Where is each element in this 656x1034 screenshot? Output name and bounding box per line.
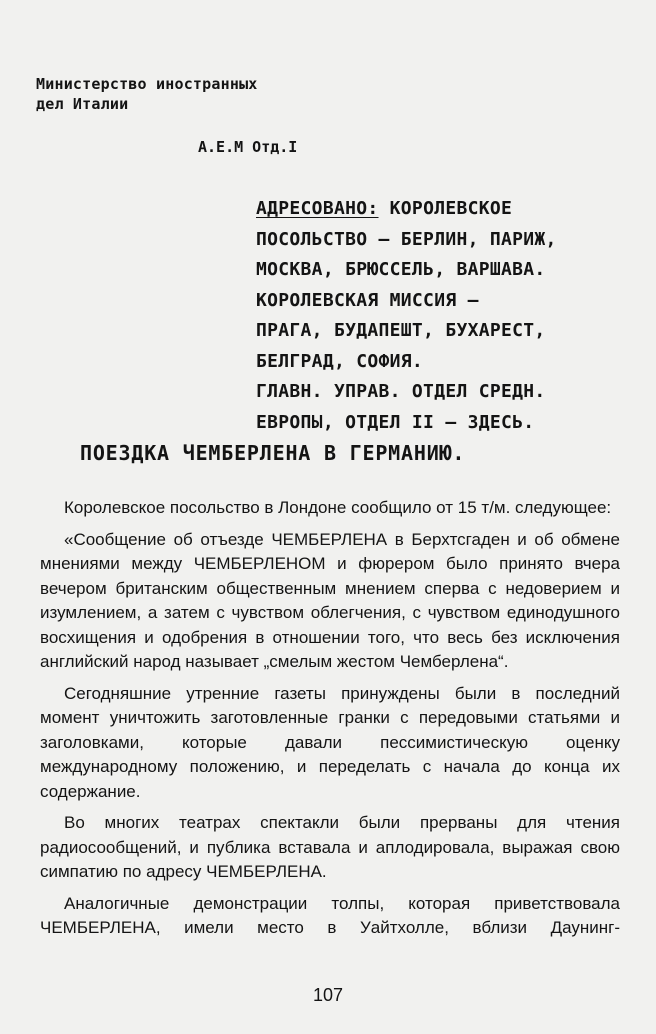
ministry-line-1: Министерство иностранных bbox=[36, 75, 258, 93]
department-reference: А.Е.М Отд.I bbox=[198, 138, 298, 156]
paragraph: «Сообщение об отъезде ЧЕМБЕРЛЕНА в Берхтсгаден и об обмене мнениями между ЧЕМБЕРЛЕНОМ и фюрером было принято вчера вечером британским общественным мнением сперва с недоверием и изумлением, а затем с чувством облегчения, с чувством единодушного восхищения и одобрения в отношении того, что весь без исключения английский народ называет „смелым жестом Чемберлена“. bbox=[40, 529, 620, 671]
address-line-2: ПОСОЛЬСТВО — БЕРЛИН, ПАРИЖ, bbox=[256, 228, 557, 250]
document-title: ПОЕЗДКА ЧЕМБЕРЛЕНА В ГЕРМАНИЮ. bbox=[80, 441, 466, 465]
paragraph: Аналогичные демонстрации толпы, которая приветствовала ЧЕМБЕРЛЕНА, имели место в Уайтхолле, вблизи Даунинг- bbox=[40, 893, 620, 937]
paragraph: Во многих театрах спектакли были прерваны для чтения радиосообщений, и публика вставала и аплодировала, выражая свою симпатию по адресу ЧЕМБЕРЛЕНА. bbox=[40, 813, 620, 881]
address-line-1-rest: КОРОЛЕВСКОЕ bbox=[378, 198, 513, 219]
ministry-header bbox=[36, 74, 258, 114]
address-line-4: КОРОЛЕВСКАЯ МИССИЯ — bbox=[256, 289, 479, 311]
ministry-line-2: дел Италии bbox=[36, 95, 129, 113]
address-block bbox=[256, 194, 557, 438]
address-line-3: МОСКВА, БРЮССЕЛЬ, ВАРШАВА. bbox=[256, 259, 546, 280]
address-line-1 bbox=[256, 194, 557, 225]
address-label: АДРЕСОВАНО: bbox=[256, 198, 379, 219]
paragraph: Королевское посольство в Лондоне сообщило от 15 т/м. следующее: bbox=[64, 498, 612, 517]
address-line-8: ЕВРОПЫ, ОТДЕЛ II — ЗДЕСЬ. bbox=[256, 411, 535, 433]
address-line-7: ГЛАВН. УПРАВ. ОТДЕЛ СРЕДН. bbox=[256, 381, 546, 402]
address-line-5: ПРАГА, БУДАПЕШТ, БУХАРЕСТ, bbox=[256, 320, 546, 341]
page-number: 107 bbox=[312, 985, 344, 1005]
body-text bbox=[40, 496, 620, 948]
address-line-6: БЕЛГРАД, СОФИЯ. bbox=[256, 350, 424, 372]
paragraph: Сегодняшние утренние газеты принуждены были в последний момент уничтожить заготовленные гранки с передовыми статьями и заголовками, которые давали пессимистическую оценку международному положению, и переделать с начала до конца их содержание. bbox=[40, 683, 620, 801]
